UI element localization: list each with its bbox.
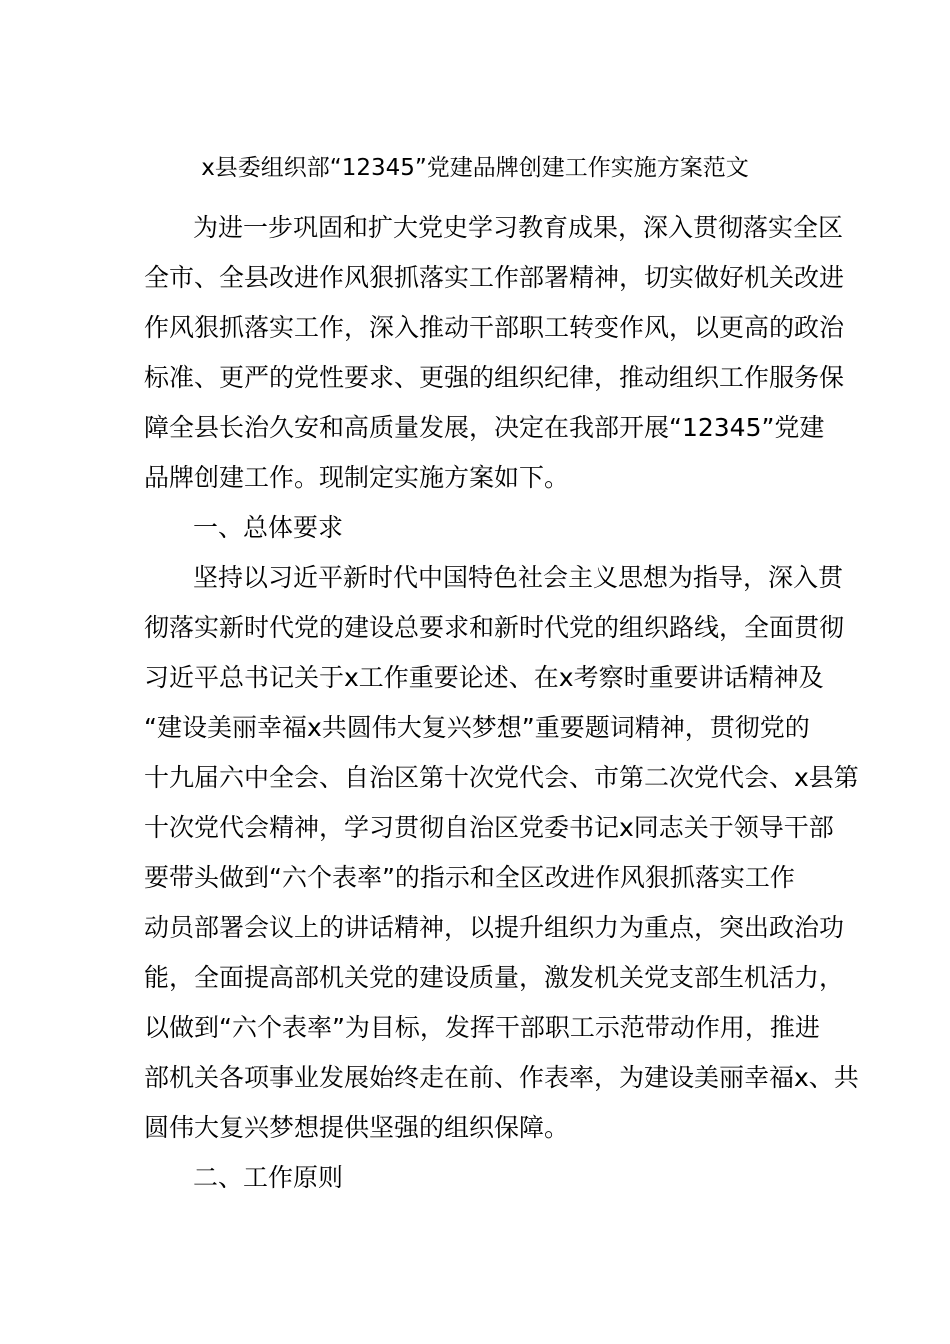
intro-line-2: 全市、全县改进作风狠抓落实工作部署精神，切实做好机关改进 (144, 263, 845, 292)
section-heading-work-principles: 二、工作原则 (193, 1163, 344, 1192)
section1-line-12: 圆伟大复兴梦想提供坚强的组织保障。 (144, 1113, 570, 1142)
section1-line-5: 十九届六中全会、自治区第十次党代会、市第二次党代会、x县第 (144, 763, 859, 792)
section1-line-11: 部机关各项事业发展始终走在前、作表率，为建设美丽幸福x、共 (144, 1063, 859, 1092)
section1-line-9: 能，全面提高部机关党的建设质量，激发机关党支部生机活力， (144, 963, 845, 992)
section1-line-3: 习近平总书记关于x工作重要论述、在x考察时重要讲话精神及 (144, 663, 824, 692)
section1-line-6: 十次党代会精神，学习贯彻自治区党委书记x同志关于领导干部 (144, 813, 834, 842)
section-heading-general-requirements: 一、总体要求 (193, 513, 344, 542)
intro-line-6: 品牌创建工作。现制定实施方案如下。 (144, 463, 570, 492)
section1-line-4: “建设美丽幸福x共圆伟大复兴梦想”重要题词精神，贯彻党的 (144, 713, 810, 742)
section1-line-10: 以做到“六个表率”为目标，发挥干部职工示范带动作用，推进 (144, 1013, 820, 1042)
section1-line-7: 要带头做到“六个表率”的指示和全区改进作风狠抓落实工作 (144, 863, 795, 892)
intro-line-3: 作风狠抓落实工作，深入推动干部职工转变作风，以更高的政治 (144, 313, 845, 342)
intro-line-5: 障全县长治久安和高质量发展，决定在我部开展“12345”党建 (144, 413, 825, 442)
intro-line-4: 标准、更严的党性要求、更强的组织纪律，推动组织工作服务保 (144, 363, 845, 392)
intro-line-1: 为进一步巩固和扩大党史学习教育成果，深入贯彻落实全区 (193, 213, 844, 242)
section1-line-2: 彻落实新时代党的建设总要求和新时代党的组织路线，全面贯彻 (144, 613, 845, 642)
document-title: x县委组织部“12345”党建品牌创建工作实施方案范文 (201, 155, 749, 181)
section1-line-8: 动员部署会议上的讲话精神，以提升组织力为重点，突出政治功 (144, 913, 845, 942)
section1-line-1: 坚持以习近平新时代中国特色社会主义思想为指导，深入贯 (193, 563, 844, 592)
